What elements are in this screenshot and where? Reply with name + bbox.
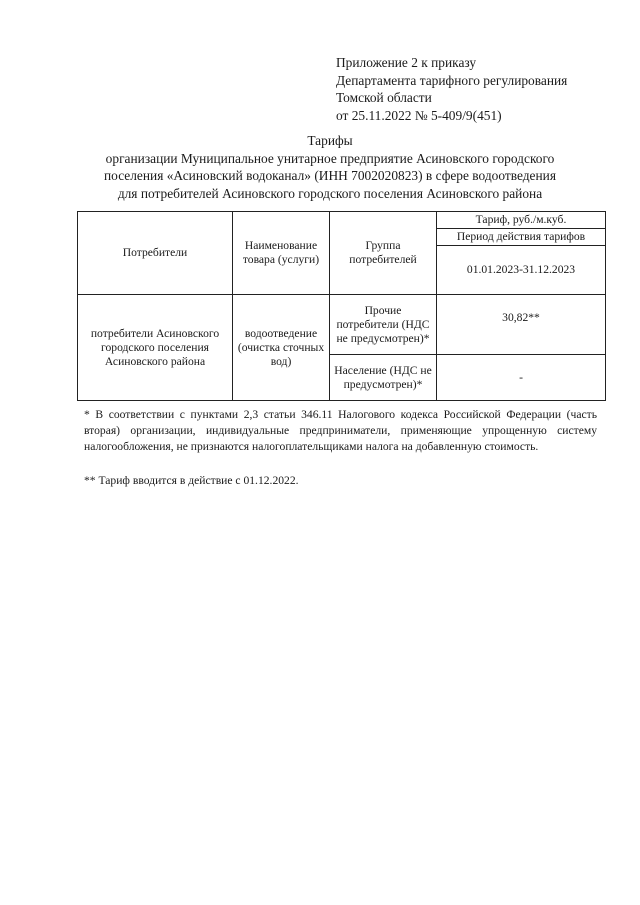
header-row-1 <box>78 212 606 229</box>
consumers-cell: потребители Асиновского городского поселения Асиновского района <box>78 295 233 401</box>
tariff-value-population: - <box>437 355 606 401</box>
header-consumers: Потребители <box>78 212 233 295</box>
header-period-dates: 01.01.2023-31.12.2023 <box>437 246 606 295</box>
footnote-effective-date: ** Тариф вводится в действие с 01.12.2022. <box>84 474 299 487</box>
tariff-value-other: 30,82** <box>437 295 606 355</box>
header-service-name: Наименование товара (услуги) <box>233 212 330 295</box>
service-cell: водоотведение (очистка сточных вод) <box>233 295 330 401</box>
title-line-3: для потребителей Асиновского городского поселения Асиновского района <box>117 185 543 201</box>
footnote-vat: * В соответствии с пунктами 2,3 статьи 346.11 Налогового кодекса Российской Федерации (часть вторая) организации, индивидуальные предприниматели, применяющие упрощенную систему налогообложения, не признаются налогоплательщиками налога на добавленную стоимость. <box>84 408 597 453</box>
appendix-line-2: Департамента тарифного регулирования <box>336 72 568 88</box>
group-other-cell: Прочие потребители (НДС не предусмотрен)* <box>330 295 437 355</box>
title-line-2: поселения «Асиновский водоканал» (ИНН 7002020823) в сфере водоотведения <box>104 168 556 183</box>
title-line-1: организации Муниципальное унитарное предприятие Асиновского городского <box>105 150 555 166</box>
header-tariff: Тариф, руб./м.куб. <box>437 212 606 229</box>
appendix-order-date: от 25.11.2022 № 5-409/9(451) <box>336 107 502 123</box>
header-consumer-group: Группа потребителей <box>330 212 437 295</box>
table-row <box>78 295 606 355</box>
appendix-header <box>336 54 567 124</box>
group-population-cell: Население (НДС не предусмотрен)* <box>330 355 437 401</box>
header-period: Период действия тарифов <box>437 229 606 246</box>
appendix-line-1: Приложение 2 к приказу <box>336 55 477 70</box>
appendix-line-3: Томской области <box>336 90 432 105</box>
document-heading: Тарифы <box>307 133 353 148</box>
tariff-table <box>77 211 606 401</box>
document-title-block <box>60 132 600 202</box>
